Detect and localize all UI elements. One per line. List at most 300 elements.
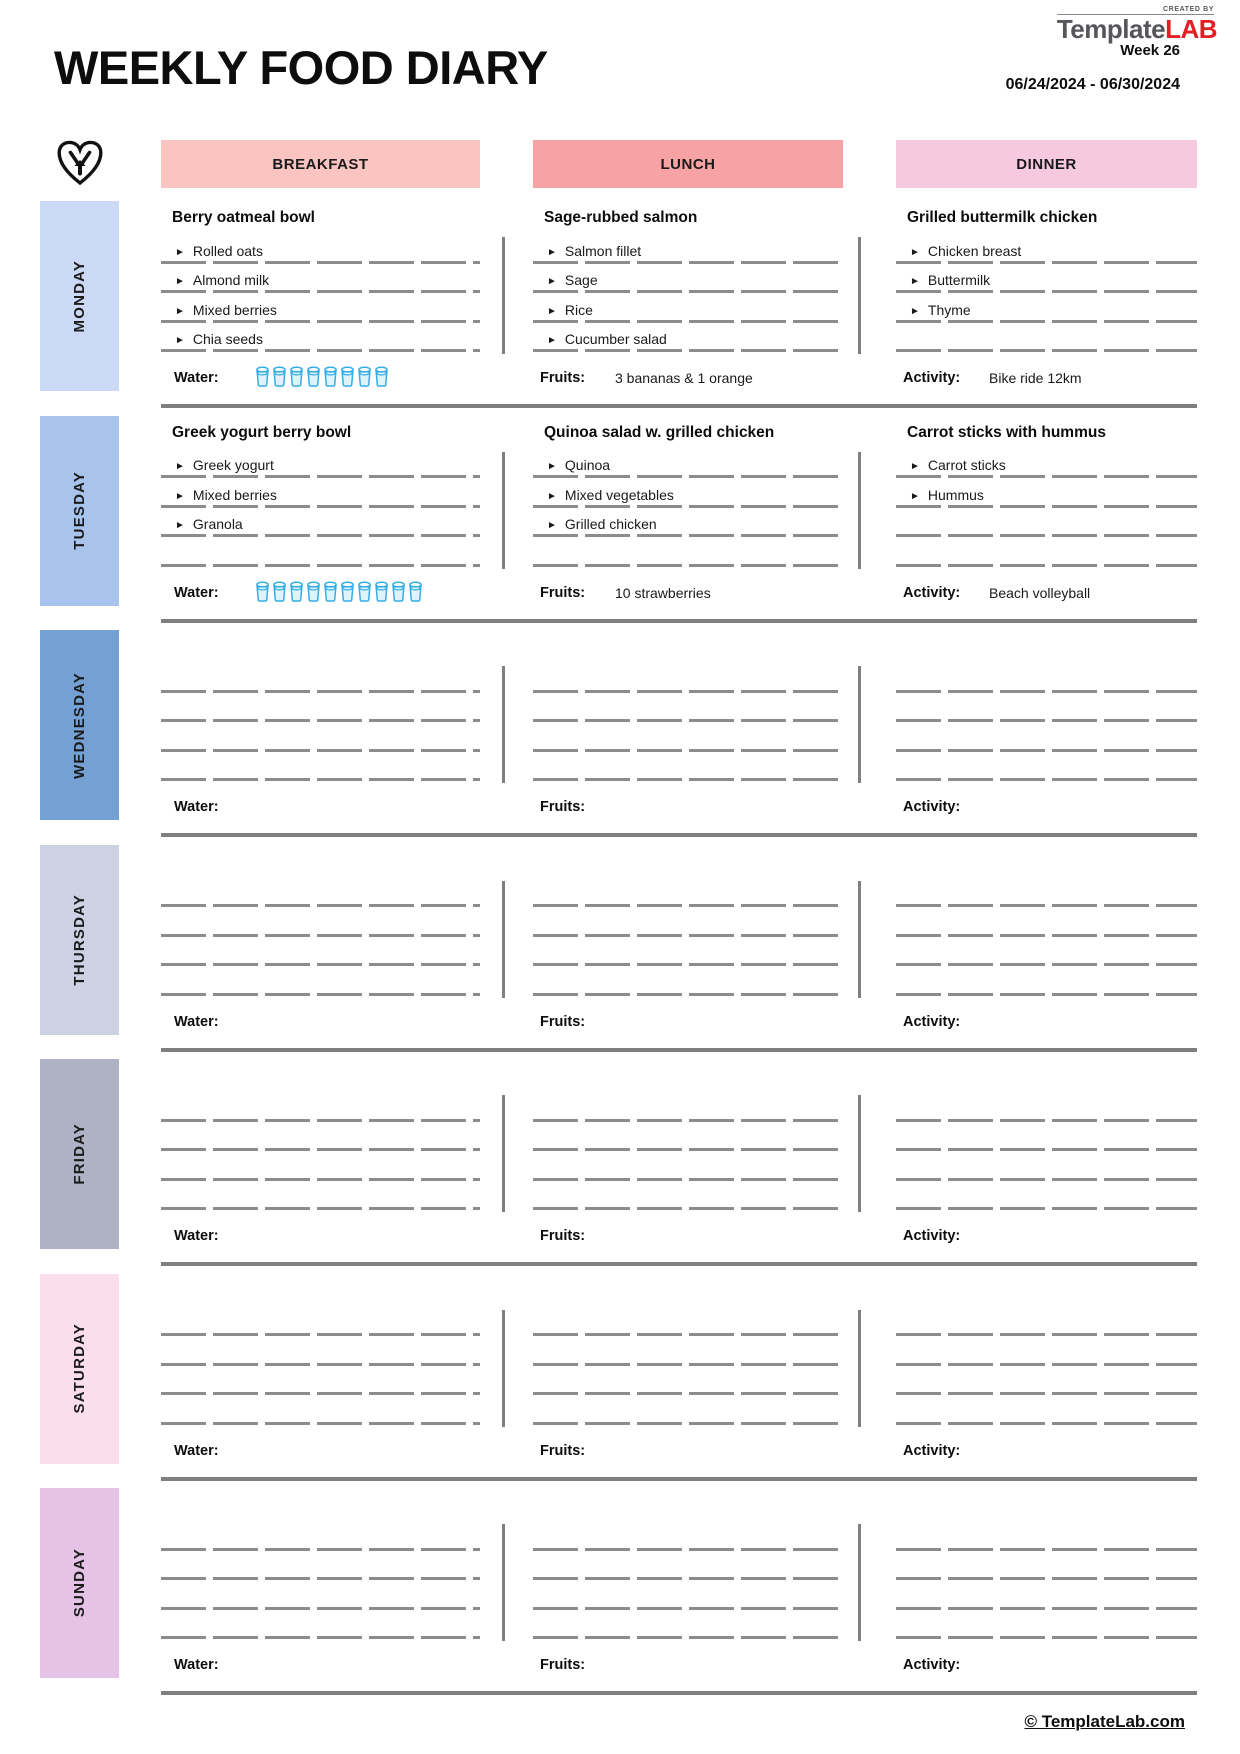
- fruits-label: Fruits:: [540, 370, 586, 386]
- ruled-line: [161, 1207, 480, 1210]
- meal-item-rows: [533, 663, 843, 781]
- meal-title-lunch: Sage-rubbed salmon: [544, 209, 698, 226]
- fruits-label: Fruits:: [540, 1013, 586, 1030]
- day-sidebar-friday: [40, 1059, 119, 1249]
- fruits-label: Fruits:: [540, 1228, 586, 1244]
- activity-value[interactable]: [989, 1657, 1049, 1675]
- water-value[interactable]: [255, 795, 315, 813]
- meal-item-row[interactable]: [896, 1366, 1197, 1396]
- meal-item-row[interactable]: [533, 1521, 843, 1551]
- meal-item-text: ► Cucumber salad: [547, 331, 667, 347]
- meal-column-breakfast-sunday: [161, 1488, 480, 1648]
- water-label: Water:: [174, 1657, 219, 1673]
- day-content-saturday: [161, 1274, 1197, 1489]
- meal-item-text: ► Mixed vegetables: [547, 486, 674, 503]
- meal-item-rows: [161, 234, 480, 352]
- bullet-arrow-icon: ►: [175, 335, 185, 346]
- tracker-row-friday: [161, 1223, 1197, 1251]
- week-label: Week 26: [1120, 42, 1180, 59]
- meal-item-row[interactable]: [896, 1521, 1197, 1551]
- meal-column-breakfast-thursday: [161, 845, 480, 1005]
- ruled-line: [161, 349, 480, 352]
- day-sidebar-monday: [40, 201, 119, 391]
- column-divider: [502, 1310, 505, 1427]
- meal-item-rows: [533, 878, 843, 996]
- meal-item-row[interactable]: [896, 478, 1197, 508]
- fruits-label: Fruits:: [540, 1442, 586, 1459]
- tracker-row-sunday: [161, 1652, 1197, 1680]
- day-sidebar-wednesday: [40, 630, 119, 820]
- meal-column-breakfast-monday: [161, 201, 480, 361]
- meal-item-rows: [896, 1092, 1197, 1210]
- meal-item-text: ► Sage: [547, 272, 598, 288]
- bullet-arrow-icon: ►: [175, 520, 185, 531]
- meal-title-lunch[interactable]: [544, 1282, 839, 1306]
- meal-item-row[interactable]: [533, 508, 843, 538]
- meal-item-text: ► Salmon fillet: [547, 242, 642, 259]
- water-value: [255, 366, 391, 390]
- meal-item-text: ► Carrot sticks: [910, 457, 1006, 473]
- meal-item-text: ► Quinoa: [547, 457, 611, 473]
- meal-item-text: ► Hummus: [910, 486, 984, 503]
- meal-title-breakfast[interactable]: [172, 1496, 476, 1520]
- bullet-arrow-icon: ►: [910, 461, 920, 472]
- meal-title-breakfast[interactable]: [172, 1067, 476, 1091]
- day-block-thursday: [0, 845, 1240, 1060]
- ruled-line: [896, 1207, 1197, 1210]
- day-sidebar-saturday: [40, 1274, 119, 1464]
- day-content-wednesday: [161, 630, 1197, 845]
- ruled-line: [161, 993, 480, 996]
- water-cup-icon: [272, 366, 287, 390]
- meal-item-text: ► Mixed berries: [175, 486, 277, 503]
- fruits-value[interactable]: [615, 1657, 675, 1675]
- meal-item-row[interactable]: [896, 264, 1197, 294]
- day-block-friday: [0, 1059, 1240, 1274]
- meal-item-row[interactable]: [896, 966, 1197, 996]
- water-cup-icon: [306, 366, 321, 390]
- meal-item-row[interactable]: [896, 1181, 1197, 1211]
- ruled-line: [533, 349, 843, 352]
- water-label: Water:: [174, 799, 219, 815]
- meal-item-rows: [533, 1521, 843, 1639]
- meal-title-lunch[interactable]: [544, 1067, 839, 1091]
- tracker-row-tuesday: [161, 580, 1197, 608]
- meal-item-rows: [161, 1092, 480, 1210]
- ruled-line: [161, 564, 480, 567]
- ruled-line: [161, 778, 480, 781]
- column-divider: [858, 452, 861, 569]
- meal-item-rows: [896, 1307, 1197, 1425]
- day-content-thursday: [161, 845, 1197, 1060]
- meal-title-lunch[interactable]: [544, 853, 839, 877]
- fruits-label: Fruits:: [540, 1657, 586, 1673]
- meal-column-breakfast-friday: [161, 1059, 480, 1219]
- column-header-lunch: LUNCH: [533, 140, 843, 188]
- ruled-line: [161, 1636, 480, 1639]
- fruits-value[interactable]: [615, 799, 675, 817]
- column-divider: [502, 1095, 505, 1212]
- meal-column-lunch-wednesday: [533, 630, 843, 790]
- bullet-arrow-icon: ►: [175, 490, 185, 502]
- meal-item-row[interactable]: [533, 1181, 843, 1211]
- meal-column-dinner-monday: [896, 201, 1197, 361]
- day-separator: [161, 404, 1197, 408]
- ruled-line: [896, 564, 1197, 567]
- water-value: [255, 581, 425, 605]
- meal-title-dinner: Grilled buttermilk chicken: [907, 209, 1098, 226]
- water-cup-icon: [289, 366, 304, 390]
- fruits-label: Fruits:: [540, 799, 586, 815]
- meal-item-row[interactable]: [161, 323, 480, 353]
- meal-item-rows: [896, 878, 1197, 996]
- bullet-arrow-icon: ►: [910, 246, 920, 258]
- meal-title-dinner[interactable]: [907, 638, 1193, 662]
- day-label-monday: MONDAY: [71, 259, 88, 333]
- meal-item-row[interactable]: [161, 449, 480, 479]
- meal-item-row[interactable]: [161, 663, 480, 693]
- day-label-sunday: SUNDAY: [71, 1548, 88, 1618]
- meal-title-breakfast: Greek yogurt berry bowl: [172, 423, 352, 441]
- activity-value: Bike ride 12km: [989, 370, 1082, 386]
- meal-item-row[interactable]: [533, 293, 843, 323]
- meal-item-row[interactable]: [161, 508, 480, 538]
- meal-item-row[interactable]: [161, 722, 480, 752]
- column-divider: [502, 666, 505, 783]
- fruits-label: Fruits:: [540, 584, 586, 601]
- meal-item-row[interactable]: [533, 1610, 843, 1640]
- meal-item-row[interactable]: [161, 907, 480, 937]
- meal-item-text: ► Chicken breast: [910, 242, 1022, 259]
- meal-column-lunch-monday: [533, 201, 843, 361]
- water-cup-icon: [255, 581, 270, 605]
- water-cup-icon: [340, 581, 355, 605]
- ruled-line: [533, 564, 843, 567]
- meal-column-dinner-thursday: [896, 845, 1197, 1005]
- meal-item-rows: [896, 663, 1197, 781]
- meal-item-rows: [533, 449, 843, 567]
- meal-item-row[interactable]: [161, 1580, 480, 1610]
- meal-column-breakfast-wednesday: [161, 630, 480, 790]
- activity-label: Activity:: [903, 1228, 961, 1244]
- activity-value[interactable]: [989, 1014, 1049, 1032]
- activity-label: Activity:: [903, 1657, 961, 1673]
- meal-item-row[interactable]: [896, 1307, 1197, 1337]
- column-divider: [858, 1095, 861, 1212]
- bullet-arrow-icon: ►: [910, 276, 920, 287]
- activity-value: Beach volleyball: [989, 584, 1091, 601]
- meal-item-row[interactable]: [161, 937, 480, 967]
- meal-title-lunch: Quinoa salad w. grilled chicken: [544, 423, 775, 441]
- meal-item-row[interactable]: [533, 937, 843, 967]
- bullet-arrow-icon: ►: [175, 246, 185, 258]
- meal-item-rows: [896, 449, 1197, 567]
- meal-item-row[interactable]: [896, 1151, 1197, 1181]
- meal-title-breakfast[interactable]: [172, 1282, 476, 1306]
- meal-item-row[interactable]: [533, 663, 843, 693]
- meal-item-row[interactable]: [161, 537, 480, 567]
- ruled-line: [533, 1207, 843, 1210]
- meal-item-row[interactable]: [896, 449, 1197, 479]
- meal-item-row[interactable]: [896, 937, 1197, 967]
- meal-item-row[interactable]: [161, 1181, 480, 1211]
- meal-item-text: ► Mixed berries: [175, 301, 277, 318]
- meal-item-row[interactable]: [533, 693, 843, 723]
- tracker-row-wednesday: [161, 794, 1197, 822]
- day-sidebar-sunday: [40, 1488, 119, 1678]
- meal-item-row[interactable]: [161, 1395, 480, 1425]
- activity-value[interactable]: [989, 1443, 1049, 1461]
- meal-item-row[interactable]: [896, 907, 1197, 937]
- meal-item-row[interactable]: [161, 293, 480, 323]
- day-separator: [161, 619, 1197, 623]
- meal-item-text: ► Thyme: [910, 301, 971, 318]
- meal-item-rows: [896, 234, 1197, 352]
- meal-item-row[interactable]: [533, 323, 843, 353]
- meal-item-rows: [896, 1521, 1197, 1639]
- water-label: Water:: [174, 1013, 219, 1030]
- meal-item-rows: [161, 449, 480, 567]
- meal-item-row[interactable]: [533, 449, 843, 479]
- meal-title-dinner[interactable]: [907, 1282, 1193, 1306]
- meal-item-row[interactable]: [896, 1122, 1197, 1152]
- meal-item-row[interactable]: [533, 966, 843, 996]
- meal-item-row[interactable]: [896, 1092, 1197, 1122]
- column-headers: [161, 140, 1197, 188]
- meal-item-row[interactable]: [896, 293, 1197, 323]
- meal-item-rows: [161, 1521, 480, 1639]
- meal-column-lunch-tuesday: [533, 416, 843, 576]
- water-cup-icon: [357, 581, 372, 605]
- meal-item-rows: [533, 1307, 843, 1425]
- logo-created-by: CREATED BY: [1057, 6, 1214, 15]
- day-content-tuesday: [161, 416, 1197, 631]
- meal-item-row[interactable]: [161, 1336, 480, 1366]
- meal-item-row[interactable]: [896, 693, 1197, 723]
- meal-item-row[interactable]: [533, 1122, 843, 1152]
- meal-item-row[interactable]: [161, 878, 480, 908]
- meal-item-row[interactable]: [161, 966, 480, 996]
- bullet-arrow-icon: ►: [547, 246, 557, 258]
- water-value[interactable]: [255, 1439, 315, 1457]
- meal-item-row[interactable]: [533, 907, 843, 937]
- meal-item-rows: [533, 1092, 843, 1210]
- meal-item-row[interactable]: [161, 1366, 480, 1396]
- templatelab-logo[interactable]: [1057, 6, 1217, 42]
- meal-item-row[interactable]: [161, 1092, 480, 1122]
- fruits-value[interactable]: [615, 1443, 675, 1461]
- fruits-value[interactable]: [615, 1014, 675, 1032]
- column-divider: [502, 452, 505, 569]
- bullet-arrow-icon: ►: [547, 490, 557, 502]
- bullet-arrow-icon: ►: [175, 461, 185, 472]
- bullet-arrow-icon: ►: [175, 276, 185, 287]
- meal-item-row[interactable]: [161, 234, 480, 264]
- meal-column-dinner-friday: [896, 1059, 1197, 1219]
- logo-brand-template: Template: [1056, 14, 1166, 44]
- meal-item-row[interactable]: [161, 1122, 480, 1152]
- meal-item-row[interactable]: [896, 508, 1197, 538]
- water-cup-icon: [323, 366, 338, 390]
- footer-copyright-link[interactable]: © TemplateLab.com: [1024, 1712, 1185, 1731]
- day-block-sunday: [0, 1488, 1240, 1703]
- meal-item-row[interactable]: [896, 1336, 1197, 1366]
- meal-item-row[interactable]: [161, 264, 480, 294]
- meal-item-row[interactable]: [896, 537, 1197, 567]
- ruled-line: [896, 778, 1197, 781]
- meal-item-rows: [161, 1307, 480, 1425]
- water-cup-icon: [408, 581, 423, 605]
- ruled-line: [896, 1422, 1197, 1425]
- meal-item-row[interactable]: [896, 722, 1197, 752]
- meal-column-breakfast-tuesday: [161, 416, 480, 576]
- activity-label: Activity:: [903, 1442, 961, 1459]
- column-divider: [858, 1310, 861, 1427]
- meal-item-row[interactable]: [533, 264, 843, 294]
- meal-column-dinner-sunday: [896, 1488, 1197, 1648]
- water-cup-icon: [391, 581, 406, 605]
- meal-title-lunch[interactable]: [544, 638, 839, 662]
- ruled-line: [533, 1636, 843, 1639]
- water-value[interactable]: [255, 1224, 315, 1242]
- fruits-value: 3 bananas & 1 orange: [615, 370, 753, 386]
- meal-column-dinner-saturday: [896, 1274, 1197, 1434]
- meal-title-dinner[interactable]: [907, 1067, 1193, 1091]
- logo-brand: [1057, 14, 1217, 44]
- water-value[interactable]: [255, 1653, 315, 1671]
- day-content-monday: [161, 201, 1197, 416]
- meal-title-dinner[interactable]: [907, 1496, 1193, 1520]
- meal-item-row[interactable]: [533, 537, 843, 567]
- water-value[interactable]: [255, 1010, 315, 1028]
- fruits-value[interactable]: [615, 1228, 675, 1246]
- meal-item-text: ► Granola: [175, 516, 243, 532]
- meal-column-lunch-saturday: [533, 1274, 843, 1434]
- activity-label: Activity:: [903, 584, 961, 601]
- meal-column-lunch-thursday: [533, 845, 843, 1005]
- meal-item-row[interactable]: [896, 663, 1197, 693]
- water-cup-icon: [306, 581, 321, 605]
- water-label: Water:: [174, 370, 219, 386]
- day-sidebar-tuesday: [40, 416, 119, 606]
- day-sidebar-thursday: [40, 845, 119, 1035]
- water-cup-icon: [255, 366, 270, 390]
- meal-item-text: ► Chia seeds: [175, 331, 263, 347]
- water-cup-icon: [289, 581, 304, 605]
- day-separator: [161, 1048, 1197, 1052]
- day-block-tuesday: [0, 416, 1240, 631]
- meal-item-row[interactable]: [161, 693, 480, 723]
- column-divider: [858, 881, 861, 998]
- meal-item-row[interactable]: [533, 234, 843, 264]
- meal-item-text: ► Buttermilk: [910, 272, 991, 288]
- activity-value[interactable]: [989, 1228, 1049, 1246]
- meal-item-row[interactable]: [533, 878, 843, 908]
- meal-item-row[interactable]: [896, 1580, 1197, 1610]
- meal-item-row[interactable]: [533, 1092, 843, 1122]
- meal-item-row[interactable]: [896, 1610, 1197, 1640]
- column-divider: [502, 1524, 505, 1641]
- meal-item-row[interactable]: [896, 323, 1197, 353]
- bullet-arrow-icon: ►: [547, 305, 557, 317]
- meal-title-dinner[interactable]: [907, 853, 1193, 877]
- meal-item-row[interactable]: [161, 1610, 480, 1640]
- activity-label: Activity:: [903, 799, 961, 815]
- meal-item-row[interactable]: [533, 478, 843, 508]
- bullet-arrow-icon: ►: [910, 490, 920, 502]
- day-label-thursday: THURSDAY: [71, 893, 88, 986]
- meal-item-row[interactable]: [533, 1151, 843, 1181]
- meal-item-row[interactable]: [161, 1151, 480, 1181]
- meal-item-row[interactable]: [533, 1336, 843, 1366]
- meal-item-row[interactable]: [533, 722, 843, 752]
- column-divider: [858, 1524, 861, 1641]
- meal-item-row[interactable]: [896, 1395, 1197, 1425]
- meal-item-text: ► Almond milk: [175, 272, 270, 288]
- meal-item-text: ► Rice: [547, 301, 593, 318]
- meal-item-rows: [533, 234, 843, 352]
- day-separator: [161, 833, 1197, 837]
- meal-item-row[interactable]: [533, 1580, 843, 1610]
- column-divider: [502, 881, 505, 998]
- column-header-dinner: DINNER: [896, 140, 1197, 188]
- activity-label: Activity:: [903, 370, 961, 386]
- water-cup-icon: [374, 581, 389, 605]
- meal-item-text: ► Rolled oats: [175, 242, 263, 259]
- meal-item-row[interactable]: [533, 752, 843, 782]
- meal-item-row[interactable]: [533, 1395, 843, 1425]
- meal-item-row[interactable]: [161, 1307, 480, 1337]
- meal-item-row[interactable]: [896, 234, 1197, 264]
- day-label-wednesday: WEDNESDAY: [71, 671, 88, 779]
- meal-item-row[interactable]: [896, 878, 1197, 908]
- activity-value[interactable]: [989, 799, 1049, 817]
- meal-item-row[interactable]: [533, 1551, 843, 1581]
- meal-item-row[interactable]: [161, 752, 480, 782]
- meal-title-breakfast[interactable]: [172, 853, 476, 877]
- day-content-friday: [161, 1059, 1197, 1274]
- day-separator: [161, 1477, 1197, 1481]
- meal-column-lunch-friday: [533, 1059, 843, 1219]
- meal-item-rows: [161, 663, 480, 781]
- meal-item-row[interactable]: [161, 1551, 480, 1581]
- column-divider: [502, 237, 505, 354]
- meal-item-row[interactable]: [161, 478, 480, 508]
- meal-item-row[interactable]: [896, 752, 1197, 782]
- bullet-arrow-icon: ►: [910, 305, 920, 317]
- water-cup-icon: [272, 581, 287, 605]
- column-divider: [858, 666, 861, 783]
- heart-cutlery-icon: [56, 140, 104, 187]
- day-label-friday: FRIDAY: [71, 1123, 88, 1185]
- day-separator: [161, 1262, 1197, 1266]
- meal-title-breakfast: Berry oatmeal bowl: [172, 209, 315, 226]
- bullet-arrow-icon: ►: [547, 335, 557, 346]
- bullet-arrow-icon: ►: [547, 520, 557, 531]
- meal-item-row[interactable]: [896, 1551, 1197, 1581]
- meal-title-breakfast[interactable]: [172, 638, 476, 662]
- water-label: Water:: [174, 1228, 219, 1244]
- tracker-row-thursday: [161, 1009, 1197, 1037]
- meal-item-row[interactable]: [161, 1521, 480, 1551]
- meal-item-row[interactable]: [533, 1307, 843, 1337]
- tracker-row-saturday: [161, 1438, 1197, 1466]
- meal-title-lunch[interactable]: [544, 1496, 839, 1520]
- meal-column-breakfast-saturday: [161, 1274, 480, 1434]
- fruits-value: 10 strawberries: [615, 584, 711, 601]
- meal-item-row[interactable]: [533, 1366, 843, 1396]
- day-block-monday: [0, 201, 1240, 416]
